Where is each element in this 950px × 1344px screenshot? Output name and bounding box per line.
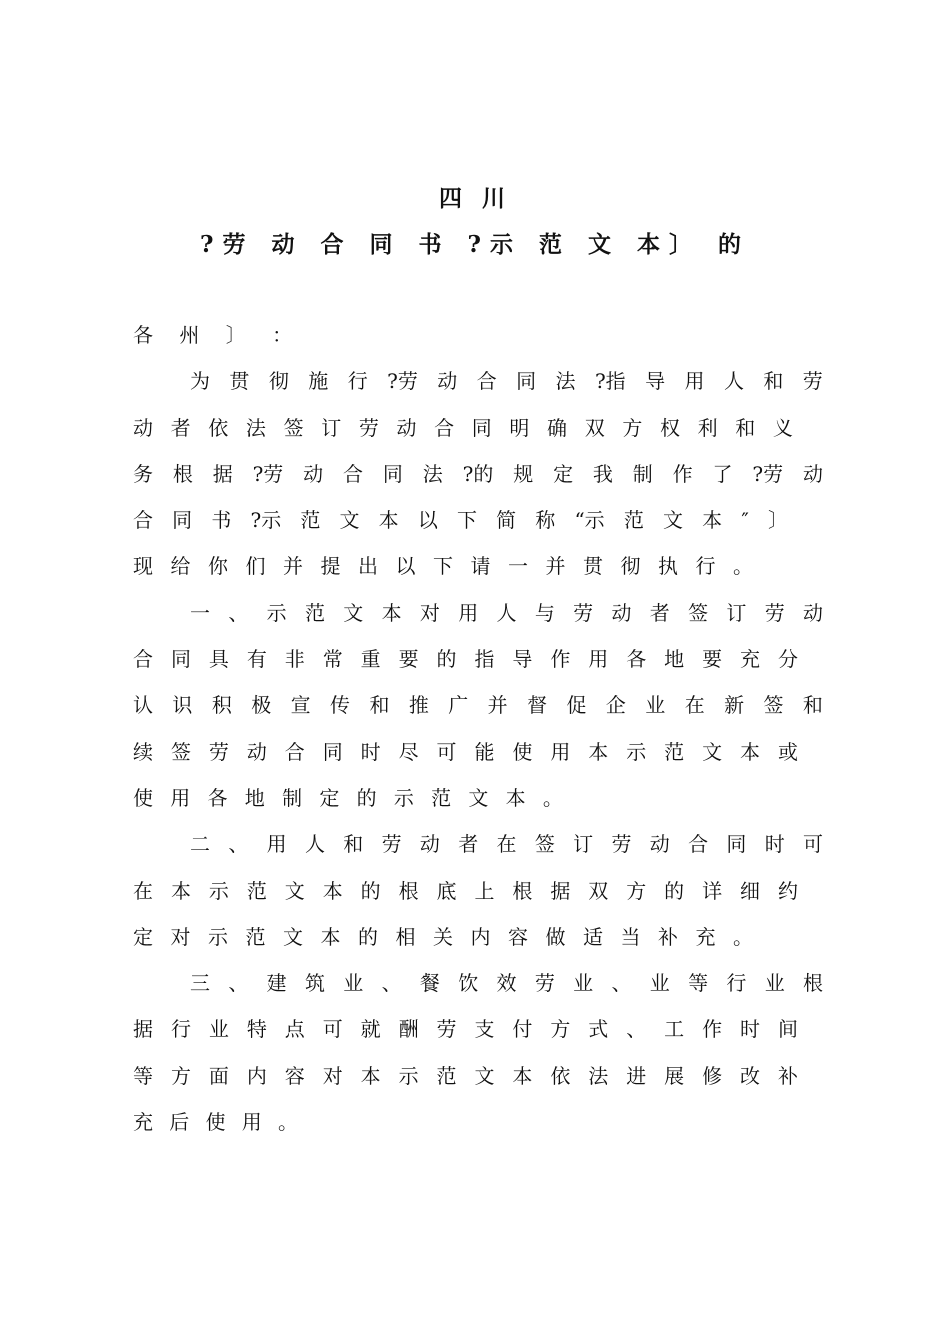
paragraph-line-7: 合 同 具 有 非 常 重 要 的 指 导 作 用 各 地 要 充 分 [133, 647, 798, 672]
paragraph-line-13: 定 对 示 范 文 本 的 相 关 内 容 做 适 当 补 充 。 [133, 924, 753, 949]
paragraph-line-4: 合 同 书 ?示 范 文 本 以 下 简 称 “示 范 文 本 ″ 〕 [133, 508, 788, 533]
salutation [133, 312, 823, 358]
paragraph-line-10: 使 用 各 地 制 定 的 示 范 文 本 。 [133, 785, 563, 810]
paragraph-line-2: 动 者 依 法 签 订 劳 动 合 同 明 确 双 方 权 利 和 义 [133, 415, 793, 440]
paragraph-line-12: 在 本 示 范 文 本 的 根 底 上 根 据 双 方 的 详 细 约 [133, 878, 798, 903]
paragraph-line-5: 现 给 你 们 并 提 出 以 下 请 一 并 贯 彻 执 行 。 [133, 554, 753, 579]
paragraph-line-3: 务 根 据 ?劳 动 合 同 法 ?的 规 定 我 制 作 了 ?劳 动 [133, 461, 823, 486]
paragraph-line-11: 二 、 用 人 和 劳 动 者 在 签 订 劳 动 合 同 时 可 [190, 832, 823, 857]
paragraph-line-14: 三 、 建 筑 业 、 餐 饮 效 劳 业 、 业 等 行 业 根 [190, 971, 823, 996]
paragraph-line-15: 据 行 业 特 点 可 就 酬 劳 支 付 方 式 、 工 作 时 间 [133, 1017, 798, 1042]
document-title: ?劳 动 合 同 书 ?示 范 文 本〕 的 [199, 231, 751, 258]
paragraph-line-9: 续 签 劳 动 合 同 时 尽 可 能 使 用 本 示 范 文 本 或 [133, 739, 798, 764]
paragraph-line-16: 等 方 面 内 容 对 本 示 范 文 本 依 法 进 展 修 改 补 [133, 1063, 798, 1088]
paragraph-line-1: 为 贯 彻 施 行 ?劳 动 合 同 法 ?指 导 用 人 和 劳 [190, 369, 823, 394]
document-body [133, 312, 823, 1145]
document-title-region: 四 川 [438, 185, 511, 212]
salutation-text: 各 州 〕 ： [133, 323, 303, 347]
paragraph-line-17: 充 后 使 用 。 [133, 1110, 298, 1135]
paragraph-line-6: 一 、 示 范 文 本 对 用 人 与 劳 动 者 签 订 劳 动 [190, 600, 823, 625]
paragraph-line-8: 认 识 积 极 宣 传 和 推 广 并 督 促 企 业 在 新 签 和 [133, 693, 823, 718]
